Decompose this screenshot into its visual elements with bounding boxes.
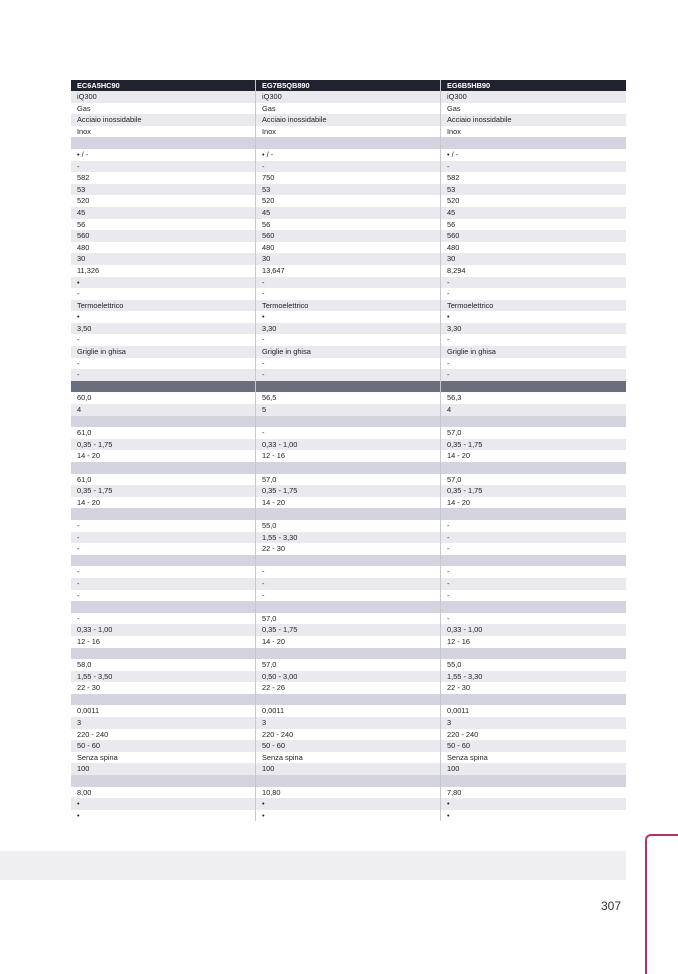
table-cell: 5: [262, 405, 267, 415]
table-cell: 0,33 - 1,00: [77, 625, 113, 635]
table-cell: Termoelettrico: [262, 300, 309, 310]
table-cell: 3,50: [77, 323, 92, 333]
column-divider: [255, 80, 256, 821]
table-row: [71, 265, 626, 277]
table-cell: -: [262, 335, 265, 345]
table-row: [71, 532, 626, 544]
table-row: [71, 427, 626, 439]
table-cell: -: [447, 613, 450, 623]
table-row: [71, 659, 626, 671]
table-cell: 100: [77, 764, 90, 774]
table-row: [71, 474, 626, 486]
table-cell: 7,80: [447, 787, 462, 797]
table-cell: 55,0: [262, 520, 277, 530]
table-cell: -: [77, 289, 80, 299]
table-row: [71, 334, 626, 346]
table-cell: 12 - 16: [447, 636, 471, 646]
table-cell: 0,35 - 1,75: [77, 439, 113, 449]
table-cell: -: [447, 532, 450, 542]
table-cell: •: [77, 799, 80, 809]
table-cell: 57,0: [262, 660, 277, 670]
table-cell: 30: [447, 254, 456, 264]
table-cell: 8,294: [447, 265, 466, 275]
table-cell: 560: [77, 231, 90, 241]
table-row: [71, 566, 626, 578]
table-cell: -: [447, 578, 450, 588]
table-cell: 57,0: [447, 428, 462, 438]
table-cell: • / -: [77, 149, 89, 159]
table-row: [71, 149, 626, 161]
table-cell: Acciaio inossidabile: [262, 115, 327, 125]
model-name: EG6B5HB90: [447, 81, 491, 90]
table-cell: 220 - 240: [262, 729, 294, 739]
table-cell: 57,0: [262, 613, 277, 623]
table-cell: 56: [447, 219, 456, 229]
table-row: [71, 172, 626, 184]
table-cell: -: [262, 289, 265, 299]
model-header-row: [71, 80, 626, 91]
table-cell: 45: [262, 207, 271, 217]
table-cell: -: [77, 544, 80, 554]
table-row: [71, 763, 626, 775]
table-cell: 56: [262, 219, 271, 229]
table-row: [71, 219, 626, 231]
table-cell: 480: [262, 242, 275, 252]
table-cell: 520: [447, 196, 460, 206]
spec-table: [71, 80, 626, 821]
table-row: [71, 369, 626, 381]
table-cell: 14 - 20: [262, 636, 286, 646]
table-cell: 30: [262, 254, 271, 264]
table-cell: 56,3: [447, 393, 462, 403]
accent-tab: [645, 834, 678, 974]
table-cell: 14 - 20: [262, 497, 286, 507]
table-cell: 3,30: [447, 323, 462, 333]
table-cell: 14 - 20: [77, 451, 101, 461]
table-cell: 45: [77, 207, 86, 217]
table-cell: Griglie in ghisa: [77, 347, 126, 357]
table-cell: 3,30: [262, 323, 277, 333]
table-cell: iQ300: [77, 92, 97, 101]
table-cell: -: [77, 567, 80, 577]
table-row: [71, 207, 626, 219]
table-cell: -: [447, 289, 450, 299]
table-cell: 100: [447, 764, 460, 774]
table-cell: •: [77, 277, 80, 287]
table-cell: 61,0: [77, 428, 92, 438]
table-cell: -: [77, 532, 80, 542]
table-cell: -: [77, 335, 80, 345]
table-row: [71, 358, 626, 370]
table-cell: 55,0: [447, 660, 462, 670]
table-cell: 480: [77, 242, 90, 252]
table-cell: -: [262, 358, 265, 368]
table-cell: 13,647: [262, 265, 285, 275]
table-cell: 0,0011: [262, 706, 285, 716]
table-cell: 45: [447, 207, 456, 217]
table-row: [71, 253, 626, 265]
table-cell: -: [77, 590, 80, 600]
table-cell: 58,0: [77, 660, 92, 670]
table-cell: 14 - 20: [77, 497, 101, 507]
table-row: [71, 682, 626, 694]
table-cell: -: [262, 578, 265, 588]
table-row: [71, 126, 626, 138]
table-cell: 53: [447, 184, 456, 194]
table-cell: •: [447, 799, 450, 809]
table-row: [71, 613, 626, 625]
table-cell: 22 - 30: [447, 683, 471, 693]
table-cell: Gas: [447, 103, 461, 113]
table-row: [71, 242, 626, 254]
table-cell: Gas: [262, 103, 276, 113]
table-cell: 11,326: [77, 265, 100, 275]
table-cell: -: [447, 590, 450, 600]
table-cell: 4: [77, 405, 82, 415]
table-row: [71, 91, 626, 103]
table-cell: -: [77, 370, 80, 380]
table-cell: Senza spina: [447, 752, 488, 762]
table-cell: 50 - 60: [447, 741, 471, 751]
page-number: 307: [600, 899, 621, 913]
section-divider-row: [71, 137, 626, 149]
table-cell: 12 - 16: [77, 636, 101, 646]
table-cell: 10,80: [262, 787, 281, 797]
table-cell: -: [77, 358, 80, 368]
table-cell: Acciaio inossidabile: [77, 115, 142, 125]
table-row: [71, 103, 626, 115]
table-cell: 30: [77, 254, 86, 264]
table-cell: Griglie in ghisa: [447, 347, 496, 357]
table-cell: Senza spina: [262, 752, 303, 762]
table-cell: 8,00: [77, 787, 92, 797]
table-row: [71, 787, 626, 799]
table-row: [71, 636, 626, 648]
footer-band: [0, 851, 626, 880]
table-cell: 57,0: [262, 474, 277, 484]
table-row: [71, 717, 626, 729]
table-row: [71, 404, 626, 416]
table-row: [71, 114, 626, 126]
table-cell: 480: [447, 242, 460, 252]
table-row: [71, 798, 626, 810]
table-cell: 14 - 20: [447, 451, 471, 461]
table-row: [71, 624, 626, 636]
table-cell: -: [77, 161, 80, 171]
table-cell: -: [262, 370, 265, 380]
table-cell: •: [262, 810, 265, 820]
table-row: [71, 740, 626, 752]
table-row: [71, 230, 626, 242]
table-cell: 560: [447, 231, 460, 241]
table-cell: -: [447, 544, 450, 554]
table-cell: 3: [447, 718, 452, 728]
table-row: [71, 497, 626, 509]
table-cell: Inox: [447, 126, 461, 136]
table-cell: 0,33 - 1,00: [262, 439, 298, 449]
table-cell: 0,35 - 1,75: [262, 486, 298, 496]
table-row: [71, 439, 626, 451]
table-cell: 560: [262, 231, 275, 241]
table-cell: 14 - 20: [447, 497, 471, 507]
table-cell: 1,55 - 3,30: [262, 532, 298, 542]
table-row: [71, 195, 626, 207]
table-cell: -: [447, 567, 450, 577]
table-cell: 56,5: [262, 393, 277, 403]
table-row: [71, 277, 626, 289]
table-row: [71, 578, 626, 590]
table-cell: -: [77, 613, 80, 623]
table-cell: 0,50 - 3,00: [262, 671, 298, 681]
table-cell: •: [77, 810, 80, 820]
table-cell: 3: [262, 718, 267, 728]
table-cell: -: [77, 578, 80, 588]
table-cell: 220 - 240: [447, 729, 479, 739]
table-cell: •: [262, 799, 265, 809]
table-cell: 750: [262, 173, 275, 183]
table-cell: 0,35 - 1,75: [447, 486, 483, 496]
table-cell: iQ300: [262, 92, 282, 101]
table-cell: 0,33 - 1,00: [447, 625, 483, 635]
table-row: [71, 300, 626, 312]
table-cell: 0,0011: [447, 706, 470, 716]
table-cell: Termoelettrico: [77, 300, 124, 310]
table-cell: iQ300: [447, 92, 467, 101]
table-row: [71, 705, 626, 717]
table-cell: 53: [77, 184, 86, 194]
table-cell: 56: [77, 219, 86, 229]
table-cell: 50 - 60: [77, 741, 101, 751]
table-row: [71, 590, 626, 602]
section-divider-row: [71, 694, 626, 706]
table-cell: 220 - 240: [77, 729, 109, 739]
table-cell: Inox: [262, 126, 276, 136]
column-divider: [440, 80, 441, 821]
table-row: [71, 543, 626, 555]
table-cell: -: [447, 520, 450, 530]
table-row: [71, 729, 626, 741]
table-cell: Acciaio inossidabile: [447, 115, 512, 125]
section-divider-row: [71, 381, 626, 393]
table-row: [71, 520, 626, 532]
table-cell: 0,35 - 1,75: [77, 486, 113, 496]
table-row: [71, 161, 626, 173]
table-cell: -: [447, 277, 450, 287]
table-cell: 520: [77, 196, 90, 206]
table-row: [71, 311, 626, 323]
table-row: [71, 323, 626, 335]
table-cell: 1,55 - 3,50: [77, 671, 113, 681]
table-cell: 0,0011: [77, 706, 100, 716]
model-name: EG7B5QB890: [262, 81, 310, 90]
table-cell: • / -: [447, 149, 459, 159]
table-cell: Senza spina: [77, 752, 118, 762]
section-divider-row: [71, 555, 626, 567]
table-cell: Griglie in ghisa: [262, 347, 311, 357]
table-body: [71, 91, 626, 821]
table-cell: Termoelettrico: [447, 300, 494, 310]
section-divider-row: [71, 601, 626, 613]
table-cell: •: [262, 312, 265, 322]
table-cell: 22 - 30: [262, 544, 286, 554]
table-cell: 100: [262, 764, 275, 774]
table-row: [71, 810, 626, 822]
table-row: [71, 184, 626, 196]
table-cell: Inox: [77, 126, 91, 136]
table-cell: • / -: [262, 149, 274, 159]
table-cell: •: [447, 312, 450, 322]
table-cell: -: [262, 277, 265, 287]
table-row: [71, 288, 626, 300]
table-cell: 61,0: [77, 474, 92, 484]
section-divider-row: [71, 462, 626, 474]
table-cell: -: [447, 161, 450, 171]
table-cell: -: [262, 567, 265, 577]
table-cell: Gas: [77, 103, 91, 113]
table-cell: -: [262, 590, 265, 600]
table-row: [71, 346, 626, 358]
table-cell: •: [77, 312, 80, 322]
table-cell: -: [262, 428, 265, 438]
table-cell: 60,0: [77, 393, 92, 403]
table-cell: -: [447, 370, 450, 380]
section-divider-row: [71, 648, 626, 660]
table-cell: 12 - 16: [262, 451, 286, 461]
section-divider-row: [71, 775, 626, 787]
section-divider-row: [71, 416, 626, 428]
table-cell: 22 - 30: [77, 683, 101, 693]
table-cell: 582: [447, 173, 460, 183]
table-cell: 520: [262, 196, 275, 206]
table-row: [71, 392, 626, 404]
table-row: [71, 450, 626, 462]
table-cell: -: [77, 520, 80, 530]
table-cell: 4: [447, 405, 452, 415]
table-cell: -: [447, 358, 450, 368]
table-cell: 50 - 60: [262, 741, 286, 751]
table-row: [71, 485, 626, 497]
table-cell: 3: [77, 718, 82, 728]
model-name: EC6A5HC90: [77, 81, 120, 90]
table-cell: 53: [262, 184, 271, 194]
table-cell: 582: [77, 173, 90, 183]
table-cell: 0,35 - 1,75: [262, 625, 298, 635]
table-cell: 1,55 - 3,30: [447, 671, 483, 681]
table-cell: -: [447, 335, 450, 345]
table-cell: •: [447, 810, 450, 820]
table-cell: 57,0: [447, 474, 462, 484]
table-cell: 22 - 26: [262, 683, 286, 693]
table-row: [71, 671, 626, 683]
section-divider-row: [71, 508, 626, 520]
table-cell: -: [262, 161, 265, 171]
table-cell: 0,35 - 1,75: [447, 439, 483, 449]
table-row: [71, 752, 626, 764]
